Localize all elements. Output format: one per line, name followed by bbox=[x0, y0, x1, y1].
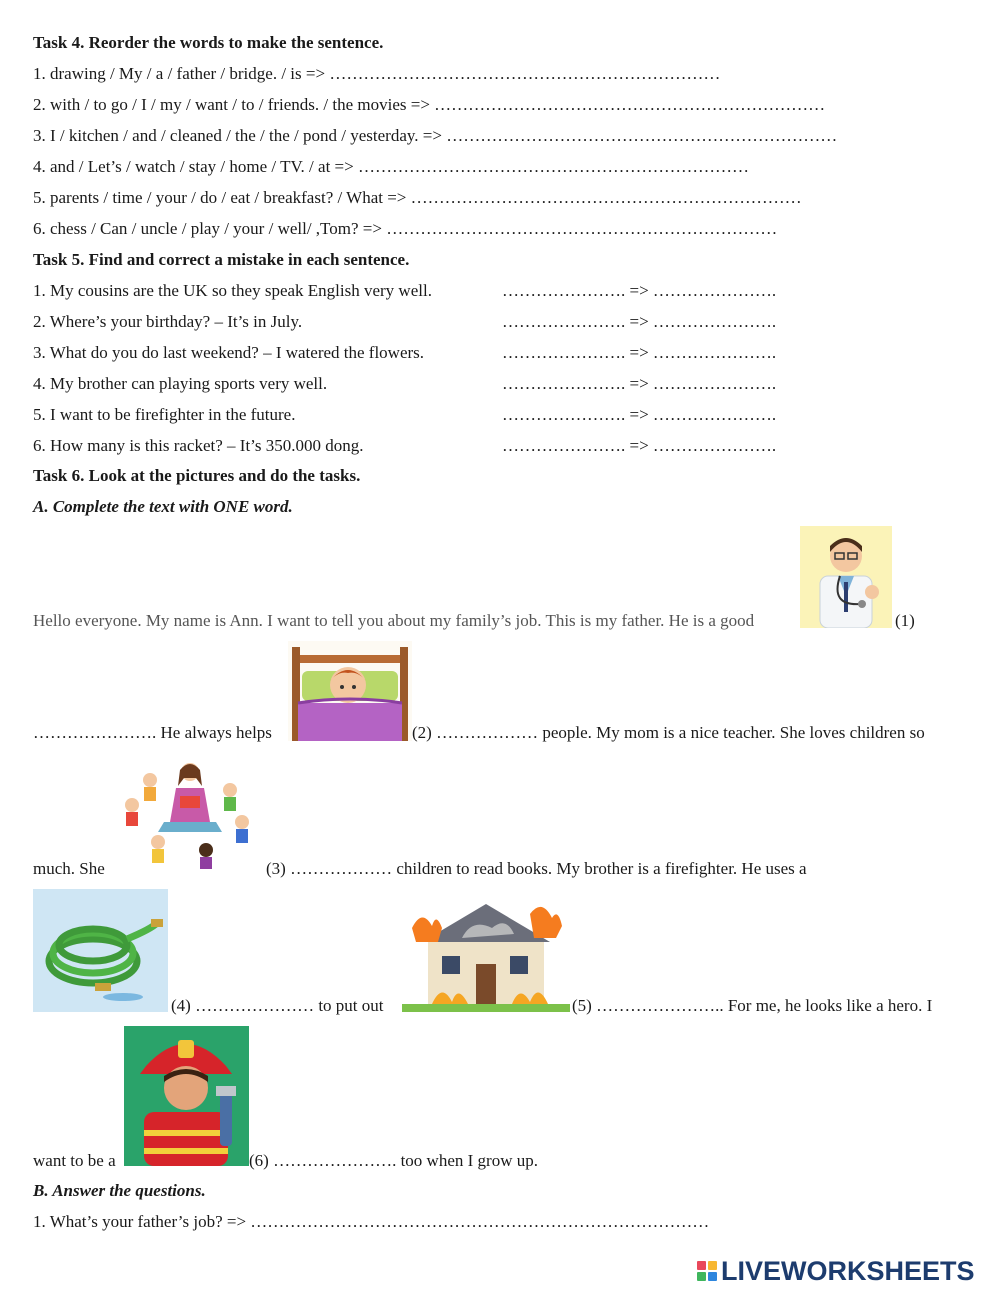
logo-text: LIVEWORKSHEETS bbox=[721, 1255, 975, 1286]
task4-heading: Task 4. Reorder the words to make the sentence. bbox=[33, 33, 384, 52]
task5-answer-5[interactable]: …………………. => …………………. bbox=[502, 405, 777, 424]
sick-boy-picture bbox=[288, 641, 412, 741]
story-line-2b: (2) ……………… people. My mom is a nice teacher. She loves children so bbox=[412, 723, 925, 742]
task5-item-4: 4. My brother can playing sports very well. bbox=[33, 374, 328, 393]
story-line-4b: (5) ………………….. For me, he looks like a hero. I bbox=[572, 996, 933, 1015]
task5-heading: Task 5. Find and correct a mistake in each sentence. bbox=[33, 250, 410, 269]
logo-block-1 bbox=[697, 1261, 706, 1270]
logo-block-3 bbox=[697, 1272, 706, 1281]
task5-item-3: 3. What do you do last weekend? – I watered the flowers. bbox=[33, 343, 425, 362]
story-line-3b: (3) ……………… children to read books. My brother is a firefighter. He uses a bbox=[266, 859, 807, 878]
task4-item-5: 5. parents / time / your / do / eat / breakfast? / What => …………………………………………………………… bbox=[33, 188, 802, 207]
task4-item-3: 3. I / kitchen / and / cleaned / the / the / pond / yesterday. => …………………………………………………………… bbox=[33, 126, 838, 145]
story-line-1: Hello everyone. My name is Ann. I want to tell you about my family’s job. This is my father. He is a good bbox=[33, 611, 755, 630]
task6-heading: Task 6. Look at the pictures and do the tasks. bbox=[33, 466, 361, 485]
task5-item-5: 5. I want to be firefighter in the future. bbox=[33, 405, 296, 424]
question-1: 1. What’s your father’s job? => ……………………………………………………………………… bbox=[33, 1212, 710, 1231]
task6-part-a-heading: A. Complete the text with ONE word. bbox=[33, 497, 293, 516]
task4-item-6: 6. chess / Can / uncle / play / your / well/ ,Tom? => …………………………………………………………… bbox=[33, 219, 778, 238]
logo-icon bbox=[697, 1261, 717, 1281]
story-line-5a: want to be a bbox=[33, 1151, 116, 1170]
story-line-5b: (6) …………………. too when I grow up. bbox=[249, 1151, 538, 1170]
task5-item-1: 1. My cousins are the UK so they speak English very well. bbox=[33, 281, 432, 300]
story-line-3a: much. She bbox=[33, 859, 105, 878]
task5-answer-3[interactable]: …………………. => …………………. bbox=[502, 343, 777, 362]
teacher-children-picture bbox=[110, 760, 260, 870]
task5-answer-4[interactable]: …………………. => …………………. bbox=[502, 374, 777, 393]
doctor-picture bbox=[800, 526, 892, 628]
task5-answer-1[interactable]: …………………. => …………………. bbox=[502, 281, 777, 300]
logo-block-4 bbox=[708, 1272, 717, 1281]
story-line-2a: …………………. He always helps bbox=[33, 723, 272, 742]
task5-item-6: 6. How many is this racket? – It’s 350.000 dong. bbox=[33, 436, 364, 455]
task5-answer-2[interactable]: …………………. => …………………. bbox=[502, 312, 777, 331]
blank-number-1: (1) bbox=[895, 611, 915, 630]
hose-picture bbox=[33, 889, 168, 1012]
task4-item-2: 2. with / to go / I / my / want / to / friends. / the movies => …………………………………………………………… bbox=[33, 95, 826, 114]
task5-item-2: 2. Where’s your birthday? – It’s in July. bbox=[33, 312, 303, 331]
story-line-4a: (4) ………………… to put out bbox=[171, 996, 384, 1015]
firefighter-picture bbox=[124, 1026, 249, 1166]
task4-item-1: 1. drawing / My / a / father / bridge. / is => …………………………………………………………… bbox=[33, 64, 721, 83]
task6-part-b-heading: B. Answer the questions. bbox=[33, 1181, 206, 1200]
liveworksheets-logo[interactable] bbox=[697, 1256, 975, 1286]
task5-answer-6[interactable]: …………………. => …………………. bbox=[502, 436, 777, 455]
task4-item-4: 4. and / Let’s / watch / stay / home / TV. / at => …………………………………………………………… bbox=[33, 157, 749, 176]
logo-block-2 bbox=[708, 1261, 717, 1270]
burning-house-picture bbox=[402, 898, 570, 1012]
